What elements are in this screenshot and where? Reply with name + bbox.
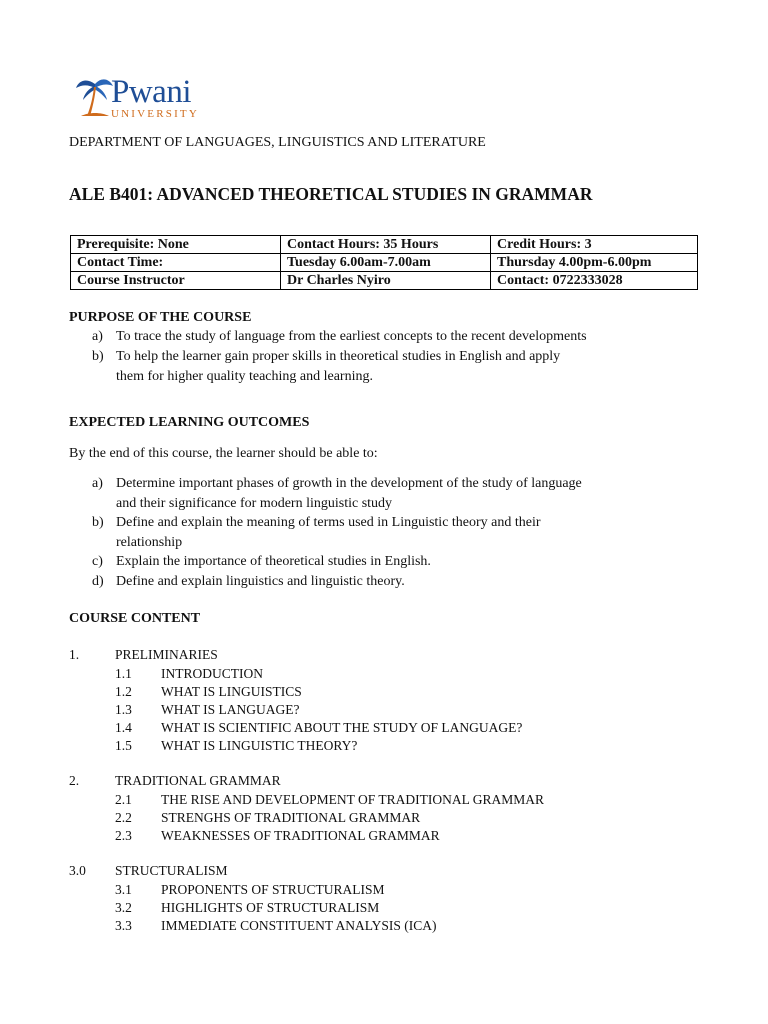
subsection-title: WHAT IS LANGUAGE?: [161, 702, 300, 717]
subsection-number: 1.2: [115, 684, 132, 699]
table-row: [71, 236, 698, 254]
list-item: [92, 327, 587, 347]
table-cell: Dr Charles Nyiro: [281, 272, 491, 290]
content-heading: COURSE CONTENT: [69, 611, 201, 626]
table-cell: Prerequisite: None: [71, 236, 281, 254]
subsection-number: 1.3: [115, 702, 132, 717]
table-cell: Tuesday 6.00am-7.00am: [281, 254, 491, 272]
section-label: PRELIMINARIES: [115, 647, 218, 662]
subsection-number: 3.3: [115, 918, 132, 933]
list-item-line: relationship: [116, 534, 183, 550]
section-number: 1.: [69, 647, 80, 662]
table-cell: Contact: 0722333028: [491, 272, 698, 290]
subsection-title: IMMEDIATE CONSTITUENT ANALYSIS (ICA): [161, 918, 437, 933]
outcomes-list: [92, 474, 582, 591]
list-item-line: them for higher quality teaching and learning.: [116, 369, 373, 384]
course-info-table: [70, 235, 698, 290]
subsection-number: 2.3: [115, 828, 132, 843]
list-marker: b): [92, 349, 104, 364]
course-name: : ADVANCED THEORETICAL STUDIES IN GRAMMAR: [147, 184, 593, 204]
table-cell: Thursday 4.00pm-6.00pm: [491, 254, 698, 272]
subsection-number: 3.2: [115, 900, 132, 915]
purpose-list: [92, 327, 587, 387]
subsection-title: STRENGHS OF TRADITIONAL GRAMMAR: [161, 810, 421, 825]
table-cell: Credit Hours: 3: [491, 236, 698, 254]
table-row: [71, 254, 698, 272]
list-item-line: Explain the importance of theoretical studies in English.: [116, 554, 431, 569]
list-item-line: To help the learner gain proper skills in theoretical studies in English and apply: [116, 349, 561, 364]
subsection-title: PROPONENTS OF STRUCTURALISM: [161, 882, 385, 897]
logo-subtitle: UNIVERSITY: [111, 108, 199, 120]
table-cell: Contact Time:: [71, 254, 281, 272]
list-item: [92, 572, 582, 592]
palm-tree-icon: [75, 76, 115, 120]
list-marker: a): [92, 329, 103, 344]
department-name: DEPARTMENT OF LANGUAGES, LINGUISTICS AND LITERATURE: [69, 135, 486, 150]
list-marker: d): [92, 573, 104, 589]
list-item: [92, 552, 582, 572]
list-item-line: Define and explain the meaning of terms used in Linguistic theory and their: [116, 515, 541, 530]
section-label: TRADITIONAL GRAMMAR: [115, 773, 281, 788]
list-marker: a): [92, 476, 103, 491]
subsection-number: 1.1: [115, 666, 132, 681]
subsection-title: INTRODUCTION: [161, 666, 263, 681]
subsection-title: WHAT IS LINGUISTIC THEORY?: [161, 738, 358, 753]
subsection-number: 3.1: [115, 882, 132, 897]
list-item: [92, 347, 587, 387]
subsection-title: WEAKNESSES OF TRADITIONAL GRAMMAR: [161, 828, 440, 843]
logo-wordmark: Pwani: [111, 74, 191, 110]
list-item-line: To trace the study of language from the earliest concepts to the recent developments: [116, 329, 587, 344]
table-cell: Contact Hours: 35 Hours: [281, 236, 491, 254]
outcomes-intro: By the end of this course, the learner should be able to:: [69, 446, 378, 461]
section-label: STRUCTURALISM: [115, 863, 228, 878]
list-item: [92, 474, 582, 513]
list-marker: b): [92, 515, 104, 530]
table-row: [71, 272, 698, 290]
list-item-line: Define and explain linguistics and linguistic theory.: [116, 573, 405, 589]
list-item-line: and their significance for modern linguistic study: [116, 495, 393, 511]
section-number: 3.0: [69, 863, 86, 878]
university-logo: [75, 74, 205, 124]
subsection-number: 2.1: [115, 792, 132, 807]
subsection-title: HIGHLIGHTS OF STRUCTURALISM: [161, 900, 380, 915]
list-item-line: Determine important phases of growth in the development of the study of language: [116, 476, 582, 491]
list-marker: c): [92, 554, 103, 569]
list-item: [92, 513, 582, 552]
subsection-title: WHAT IS SCIENTIFIC ABOUT THE STUDY OF LANGUAGE?: [161, 720, 523, 735]
subsection-title: WHAT IS LINGUISTICS: [161, 684, 302, 699]
purpose-heading: PURPOSE OF THE COURSE: [69, 310, 252, 325]
subsection-number: 1.5: [115, 738, 132, 753]
subsection-number: 2.2: [115, 810, 132, 825]
course-title: [69, 184, 592, 205]
table-cell: Course Instructor: [71, 272, 281, 290]
section-number: 2.: [69, 773, 80, 788]
subsection-title: THE RISE AND DEVELOPMENT OF TRADITIONAL GRAMMAR: [161, 792, 545, 807]
course-code: ALE B401: [69, 184, 148, 204]
subsection-number: 1.4: [115, 720, 132, 735]
outcomes-heading: EXPECTED LEARNING OUTCOMES: [69, 415, 310, 430]
